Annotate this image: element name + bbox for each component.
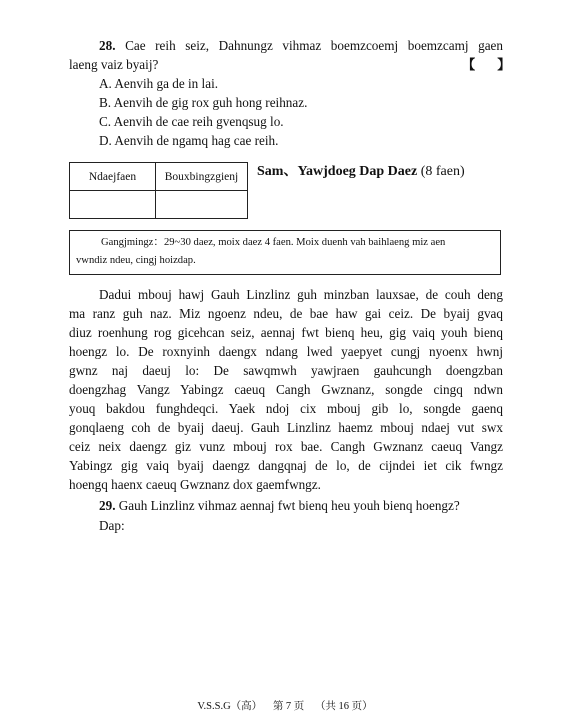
passage-line-10: Yabingz gig vaiq byaij daengz dangqnaj de lo, de cijndei iet cik fwngz (69, 458, 503, 473)
score-cell-empty-2 (156, 191, 248, 219)
passage-line-4: hoengz lo. De roxnyinh daengx ndang lwed yaepyet cungj nyoenx hwnj (69, 344, 503, 359)
q29-line (99, 496, 460, 515)
q28-answer-bracket (462, 54, 510, 73)
score-header-bouxbingzgienj: Bouxbingzgienj (156, 163, 248, 191)
footer-total: （共 16 页） (314, 701, 373, 712)
q28-line-2: laeng vaiz byaij? (69, 57, 159, 72)
q28-option-d: D. Aenvih de ngamq hag cae reih. (99, 133, 279, 148)
passage-line-3: diuz roenhung rog gicehcan seiz, aennaj fwt bienq heu, gig vaiq youh bienq (69, 325, 503, 340)
score-cell-empty-1 (70, 191, 156, 219)
section-title (257, 162, 465, 181)
q29-number: 29. (99, 498, 116, 513)
instructions-box (69, 230, 501, 275)
passage-line-1: Dadui mbouj hawj Gauh Linzlinz guh minzban lauxsae, de couh deng (99, 287, 503, 302)
footer-page: 第 7 页 (272, 701, 305, 712)
q28-option-c: C. Aenvih de cae reih gvenqsug lo. (99, 114, 284, 129)
page-footer (0, 698, 570, 713)
passage-line-6: doengzhag Vangz Yabingz caeuq Cangh Gwznanz, songde cingq ndwn (69, 382, 503, 397)
passage-line-2: ma ranz guh naz. Miz ngoenz ndeu, de bae haw gai ceiz. De byaij gvaq (69, 306, 503, 321)
passage-line-7: youq bakdou funghdeqci. Yaek ndoj cix mbouj gib lo, songde gaenq (69, 401, 503, 416)
section-title-text: Sam、Yawjdoeg Dap Daez (257, 164, 418, 179)
passage-line-5: gwnz naj daeuj lo: De sawqmwh yawjraen gauhcungh doengzban (69, 363, 503, 378)
score-table (69, 162, 248, 219)
passage-line-9: ceiz neix daengz giz vunz mbouj rox bae. Cangh Gwznanz caeuq Vangz (69, 439, 503, 454)
bracket-open: 【 (462, 57, 476, 72)
q29-answer-label: Dap: (99, 518, 125, 533)
passage-line-11: hoengq haenx caeuq Gwznanz dox gaemfwngz. (69, 477, 321, 492)
q28-line-1 (99, 36, 503, 55)
footer-exam: V.S.S.G（高） (197, 701, 263, 712)
instructions-line-1: Gangjmingz：29~30 daez, moix daez 4 faen. Moix duenh vah baihlaeng miz aen (101, 237, 446, 248)
score-header-ndaejfaen: Ndaejfaen (70, 163, 156, 191)
bracket-close: 】 (497, 57, 511, 72)
q28-option-b: B. Aenvih de gig rox guh hong reihnaz. (99, 95, 308, 110)
passage-line-8: gonqlaeng coh de byaij daeuj. Gauh Linzlinz haemz mbouj ndaej vut swx (69, 420, 503, 435)
q28-number: 28. (99, 38, 116, 53)
q29-text: Gauh Linzlinz vihmaz aennaj fwt bienq heu youh bienq hoengz? (118, 498, 460, 513)
q28-text-1: Cae reih seiz, Dahnungz vihmaz boemzcoemj boemzcamj gaen (125, 38, 504, 53)
section-points: (8 faen) (420, 164, 465, 179)
instructions-line-2: vwndiz ndeu, cingj hoizdap. (76, 255, 196, 266)
q28-option-a: A. Aenvih ga de in lai. (99, 76, 219, 91)
